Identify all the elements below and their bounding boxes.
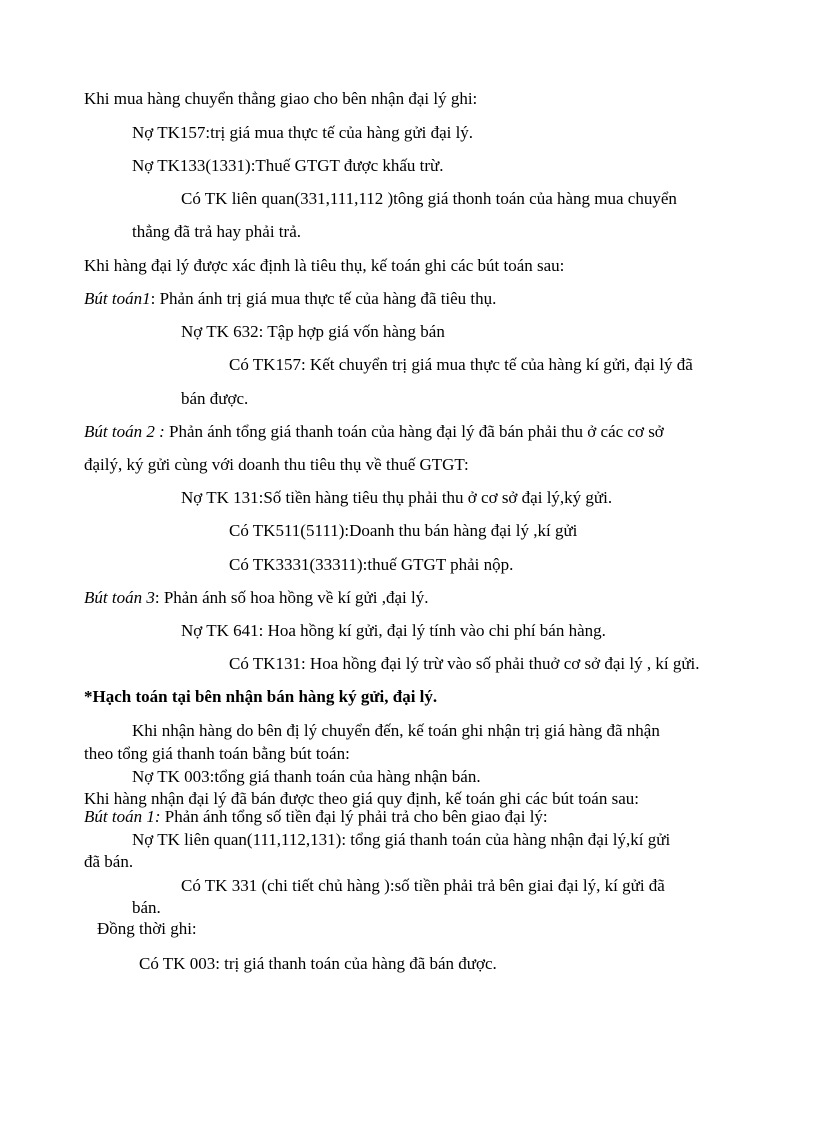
text-line: theo tổng giá thanh toán bằng bút toán: xyxy=(84,744,350,763)
text-line: Có TK3331(33311):thuế GTGT phải nộp. xyxy=(229,555,514,574)
text-line: bán. xyxy=(132,898,161,917)
entry-text: : Phản ánh trị giá mua thực tế của hàng đã tiêu thụ. xyxy=(150,289,497,308)
entry-label: Bút toán 2 : xyxy=(84,422,165,441)
entry-label: Bút toán 3 xyxy=(84,588,155,607)
entry-label: Bút toán1 xyxy=(84,289,151,308)
text-line: Nợ TK157:trị giá mua thực tế của hàng gửi đại lý. xyxy=(132,123,474,142)
text-line: Nợ TK 003:tổng giá thanh toán của hàng nhận bán. xyxy=(132,767,481,786)
text-line: Có TK511(5111):Doanh thu bán hàng đại lý ,kí gửi xyxy=(229,521,578,540)
text-line: Khi nhận hàng do bên đị lý chuyển đến, kế toán ghi nhận trị giá hàng đã nhận xyxy=(132,721,660,740)
text-line: Nợ TK 131:Số tiền hàng tiêu thụ phải thu ở cơ sở đại lý,ký gửi. xyxy=(181,488,613,507)
section-heading: *Hạch toán tại bên nhận bán hàng ký gửi, đại lý. xyxy=(84,687,438,706)
entry-text: : Phản ánh số hoa hồng về kí gửi ,đại lý. xyxy=(154,588,429,607)
text-line: Có TK liên quan(331,111,112 )tông giá thonh toán của hàng mua chuyển xyxy=(181,189,677,208)
text-line: Có TK157: Kết chuyển trị giá mua thực tế của hàng kí gửi, đại lý đã xyxy=(229,355,693,374)
entry-text: Phản ánh tổng giá thanh toán của hàng đại lý đã bán phải thu ở các cơ sở xyxy=(164,422,664,441)
text-line: Nợ TK133(1331):Thuế GTGT được khấu trừ. xyxy=(132,156,444,175)
text-line xyxy=(84,807,548,827)
text-line: Có TK 331 (chi tiết chủ hàng ):số tiền phải trả bên giai đại lý, kí gửi đã xyxy=(181,876,665,895)
text-line: đạilý, ký gửi cùng với doanh thu tiêu thụ về thuế GTGT: xyxy=(84,455,469,474)
text-line: Khi hàng nhận đại lý đã bán được theo giá quy định, kế toán ghi các bút toán sau: xyxy=(84,789,639,808)
text-line: Nợ TK 641: Hoa hồng kí gửi, đại lý tính vào chi phí bán hàng. xyxy=(181,621,606,640)
entry-text: Phản ánh tổng số tiền đại lý phải trả cho bên giao đại lý: xyxy=(160,807,548,826)
text-line xyxy=(84,588,428,608)
text-line: thẳng đã trả hay phải trả. xyxy=(132,222,301,241)
text-line: bán được. xyxy=(181,389,249,408)
text-line: Nợ TK 632: Tập hợp giá vốn hàng bán xyxy=(181,322,445,341)
text-line xyxy=(84,422,664,442)
text-line: Đồng thời ghi: xyxy=(97,919,197,938)
entry-label: Bút toán 1: xyxy=(84,807,161,826)
text-line: Có TK 003: trị giá thanh toán của hàng đã bán được. xyxy=(139,954,497,973)
text-line xyxy=(84,289,496,309)
text-line: Khi mua hàng chuyển thẳng giao cho bên nhận đại lý ghi: xyxy=(84,89,478,108)
text-line: Nợ TK liên quan(111,112,131): tổng giá thanh toán của hàng nhận đại lý,kí gửi xyxy=(132,830,671,849)
text-line: Có TK131: Hoa hồng đại lý trừ vào số phải thuở cơ sở đại lý , kí gửi. xyxy=(229,654,700,673)
text-line: Khi hàng đại lý được xác định là tiêu thụ, kế toán ghi các bút toán sau: xyxy=(84,256,565,275)
text-line: đã bán. xyxy=(84,852,134,871)
